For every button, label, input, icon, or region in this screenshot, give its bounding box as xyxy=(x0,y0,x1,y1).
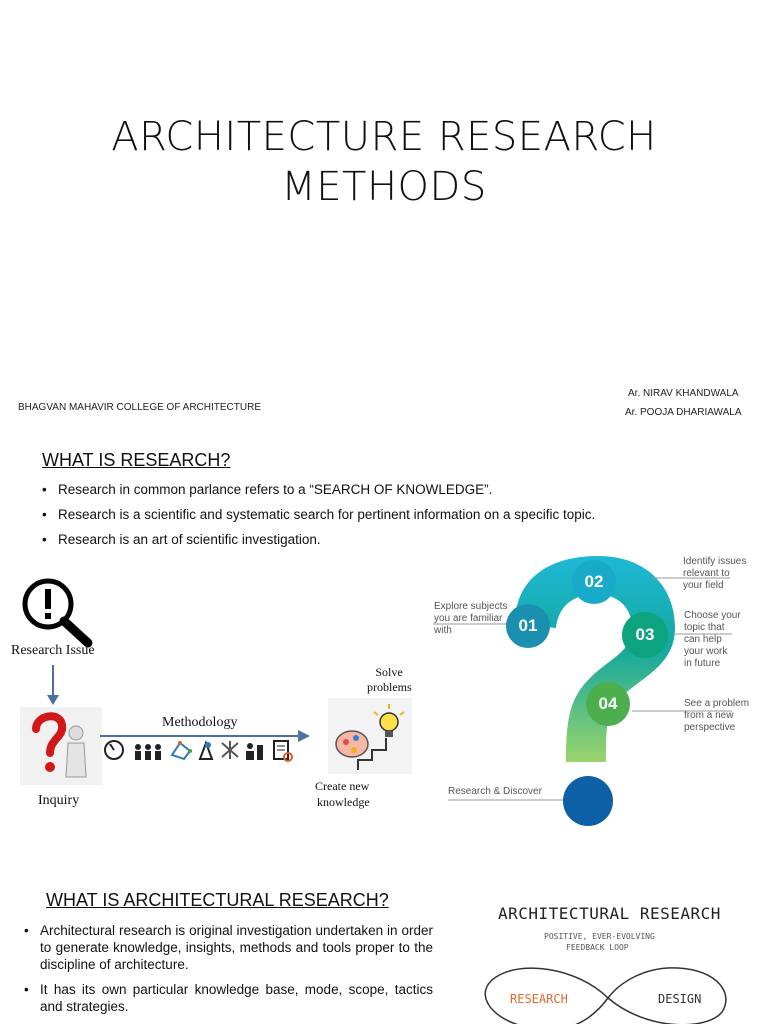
research-process-diagram xyxy=(0,565,420,825)
architectural-research-bullet-list xyxy=(22,922,433,1023)
label-line: your field xyxy=(683,580,724,591)
magnifier-exclamation-icon xyxy=(20,577,95,649)
sketch-design-label: DESIGN xyxy=(658,992,702,1006)
label-line: from a new xyxy=(684,710,734,721)
bullet-item: • Research is an art of scientific investigation. xyxy=(40,531,740,549)
research-bullet-list xyxy=(40,481,740,556)
college-name: BHAGVAN MAHAVIR COLLEGE OF ARCHITECTURE xyxy=(18,402,262,413)
bullet-item: • Research in common parlance refers to a “SEARCH OF KNOWLEDGE”. xyxy=(40,481,740,499)
bullet-item: • Architectural research is original investigation undertaken in order to generate knowledge, insights, methods and tools proper to the discipline of architecture. xyxy=(22,922,433,973)
step-circle-02: 02 xyxy=(572,560,616,604)
sketch-subtitle-line1: POSITIVE, EVER-EVOLVING xyxy=(544,932,655,941)
label-line: Identify issues xyxy=(683,556,747,567)
slide-title xyxy=(0,112,768,212)
brain-lightbulb-icon xyxy=(328,698,412,774)
label-line: perspective xyxy=(684,722,736,733)
label-line: with xyxy=(434,625,452,636)
author-1: Ar. NIRAV KHANDWALA xyxy=(628,388,739,399)
sketch-research-label: RESEARCH xyxy=(510,992,568,1006)
sketch-subtitle-line2: FEEDBACK LOOP xyxy=(566,943,629,952)
slide-title-line1: ARCHITECTURE RESEARCH xyxy=(111,114,657,160)
label-line: in future xyxy=(684,658,721,669)
label-step-02 xyxy=(683,556,746,592)
infinity-loop-icon xyxy=(478,958,738,1024)
label-line: relevant to xyxy=(683,568,730,579)
question-mark-infographic xyxy=(420,548,768,838)
section-heading-architectural-research: WHAT IS ARCHITECTURAL RESEARCH? xyxy=(46,890,389,910)
research-discover-dot xyxy=(563,776,613,826)
label-line: your work xyxy=(684,646,728,657)
create-knowledge-line2: knowledge xyxy=(317,795,370,809)
author-2: Ar. POOJA DHARIAWALA xyxy=(625,407,742,418)
bullet-item: • It has its own particular knowledge base, mode, scope, tactics and strategies. xyxy=(22,981,433,1015)
solve-problems-line1: Solve xyxy=(375,665,403,679)
label-line: you are familiar xyxy=(434,613,503,624)
label-line: can help xyxy=(684,634,722,645)
step-circle-04: 04 xyxy=(586,682,630,726)
label-line: Explore subjects xyxy=(434,601,508,612)
down-arrow-icon xyxy=(45,665,61,707)
label-research-discover: Research & Discover xyxy=(448,786,542,797)
label-line: See a problem xyxy=(684,698,750,709)
label-step-03 xyxy=(684,610,741,670)
label-line: Choose your xyxy=(684,610,741,621)
methodology-tools-icons xyxy=(100,737,300,763)
step-circle-01: 01 xyxy=(506,604,550,648)
label-line: topic that xyxy=(684,622,725,633)
sketch-title: ARCHITECTURAL RESEARCH xyxy=(498,904,721,923)
solve-problems-label xyxy=(368,664,410,680)
architectural-research-sketch xyxy=(478,898,738,1024)
slide-title-line2: METHODS xyxy=(281,164,487,210)
methodology-label: Methodology xyxy=(162,715,238,730)
label-step-01 xyxy=(434,601,507,637)
question-figure-icon xyxy=(20,707,102,785)
solve-problems-line2: problems xyxy=(367,680,412,694)
create-knowledge-line1: Create new xyxy=(315,779,370,793)
step-circle-03: 03 xyxy=(622,612,668,658)
label-step-04 xyxy=(684,698,749,734)
section-heading-research: WHAT IS RESEARCH? xyxy=(42,450,231,470)
inquiry-label: Inquiry xyxy=(38,793,80,808)
bullet-item: • Research is a scientific and systematic search for pertinent information on a specific topic. xyxy=(40,506,740,524)
research-issue-label: Research Issue xyxy=(11,643,95,658)
